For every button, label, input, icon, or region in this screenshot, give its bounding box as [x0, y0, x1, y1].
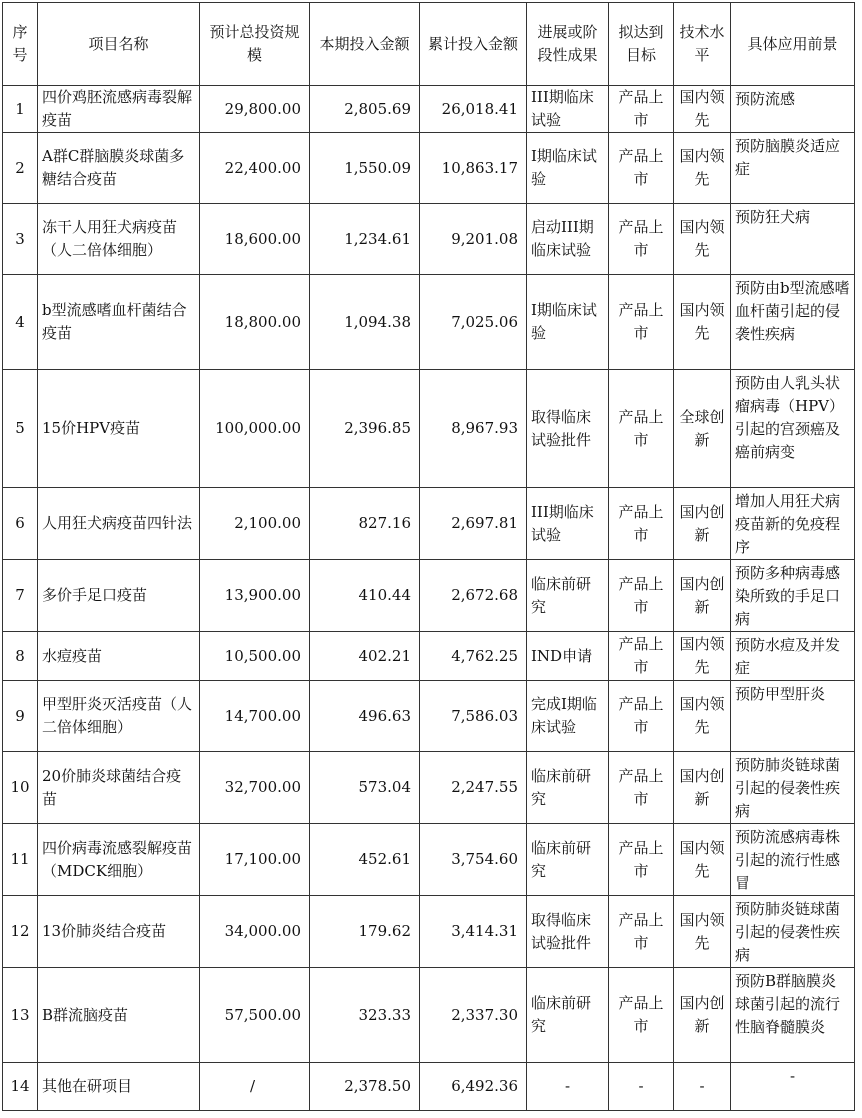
cell-cumulative: 26,018.41 — [420, 86, 527, 133]
table-row — [3, 86, 855, 133]
rd-projects-table — [2, 2, 855, 1111]
cell-target: 产品上市 — [609, 824, 674, 896]
cell-level: - — [674, 1063, 731, 1111]
cell-name: 人用狂犬病疫苗四针法 — [38, 488, 200, 560]
cell-target: 产品上市 — [609, 370, 674, 488]
cell-progress: 启动III期临床试验 — [527, 204, 609, 275]
cell-application: - — [731, 1063, 855, 1111]
cell-period: 2,396.85 — [310, 370, 420, 488]
cell-period: 2,378.50 — [310, 1063, 420, 1111]
header-cell: 技术水平 — [674, 3, 731, 86]
cell-no: 12 — [3, 896, 38, 968]
cell-name: 多价手足口疫苗 — [38, 560, 200, 632]
table-row — [3, 896, 855, 968]
cell-name: A群C群脑膜炎球菌多糖结合疫苗 — [38, 133, 200, 204]
cell-name: 冻干人用狂犬病疫苗（人二倍体细胞） — [38, 204, 200, 275]
cell-application: 预防流感 — [731, 86, 855, 133]
cell-name: 四价鸡胚流感病毒裂解疫苗 — [38, 86, 200, 133]
cell-no: 5 — [3, 370, 38, 488]
cell-no: 3 — [3, 204, 38, 275]
cell-cumulative: 3,754.60 — [420, 824, 527, 896]
cell-period: 573.04 — [310, 752, 420, 824]
cell-no: 6 — [3, 488, 38, 560]
cell-level: 国内领先 — [674, 204, 731, 275]
cell-name: 13价肺炎结合疫苗 — [38, 896, 200, 968]
cell-target: 产品上市 — [609, 681, 674, 752]
header-cell: 项目名称 — [38, 3, 200, 86]
cell-no: 2 — [3, 133, 38, 204]
cell-target: 产品上市 — [609, 968, 674, 1063]
cell-application: 预防B群脑膜炎球菌引起的流行性脑脊髓膜炎 — [731, 968, 855, 1063]
cell-target: 产品上市 — [609, 752, 674, 824]
cell-progress: IND申请 — [527, 632, 609, 681]
cell-progress: I期临床试验 — [527, 133, 609, 204]
header-cell: 序号 — [3, 3, 38, 86]
cell-total: / — [200, 1063, 310, 1111]
cell-target: 产品上市 — [609, 488, 674, 560]
cell-cumulative: 7,586.03 — [420, 681, 527, 752]
cell-progress: 取得临床试验批件 — [527, 370, 609, 488]
table-header — [3, 3, 855, 86]
cell-level: 国内领先 — [674, 681, 731, 752]
cell-target: 产品上市 — [609, 560, 674, 632]
cell-level: 国内领先 — [674, 275, 731, 370]
cell-application: 预防由人乳头状瘤病毒（HPV）引起的宫颈癌及癌前病变 — [731, 370, 855, 488]
cell-period: 452.61 — [310, 824, 420, 896]
cell-level: 国内领先 — [674, 632, 731, 681]
cell-target: - — [609, 1063, 674, 1111]
cell-name: 其他在研项目 — [38, 1063, 200, 1111]
cell-cumulative: 2,672.68 — [420, 560, 527, 632]
cell-name: 甲型肝炎灭活疫苗（人二倍体细胞） — [38, 681, 200, 752]
cell-target: 产品上市 — [609, 275, 674, 370]
cell-name: 四价病毒流感裂解疫苗（MDCK细胞） — [38, 824, 200, 896]
cell-application: 预防甲型肝炎 — [731, 681, 855, 752]
cell-application: 预防脑膜炎适应症 — [731, 133, 855, 204]
cell-progress: 临床前研究 — [527, 752, 609, 824]
cell-no: 7 — [3, 560, 38, 632]
cell-cumulative: 7,025.06 — [420, 275, 527, 370]
table-row — [3, 133, 855, 204]
cell-level: 全球创新 — [674, 370, 731, 488]
cell-total: 14,700.00 — [200, 681, 310, 752]
cell-application: 预防肺炎链球菌引起的侵袭性疾病 — [731, 896, 855, 968]
cell-application: 增加人用狂犬病疫苗新的免疫程序 — [731, 488, 855, 560]
cell-period: 323.33 — [310, 968, 420, 1063]
cell-period: 410.44 — [310, 560, 420, 632]
table-row — [3, 632, 855, 681]
cell-total: 18,800.00 — [200, 275, 310, 370]
cell-level: 国内领先 — [674, 896, 731, 968]
cell-target: 产品上市 — [609, 632, 674, 681]
cell-total: 32,700.00 — [200, 752, 310, 824]
cell-total: 22,400.00 — [200, 133, 310, 204]
table-row — [3, 204, 855, 275]
cell-period: 179.62 — [310, 896, 420, 968]
cell-application: 预防由b型流感嗜血杆菌引起的侵袭性疾病 — [731, 275, 855, 370]
cell-period: 827.16 — [310, 488, 420, 560]
cell-name: 水痘疫苗 — [38, 632, 200, 681]
table-row — [3, 968, 855, 1063]
cell-level: 国内领先 — [674, 86, 731, 133]
table-row — [3, 560, 855, 632]
cell-total: 57,500.00 — [200, 968, 310, 1063]
cell-level: 国内领先 — [674, 824, 731, 896]
cell-total: 29,800.00 — [200, 86, 310, 133]
cell-total: 13,900.00 — [200, 560, 310, 632]
table-row — [3, 752, 855, 824]
cell-period: 1,094.38 — [310, 275, 420, 370]
cell-application: 预防肺炎链球菌引起的侵袭性疾病 — [731, 752, 855, 824]
cell-level: 国内创新 — [674, 560, 731, 632]
cell-progress: III期临床试验 — [527, 86, 609, 133]
cell-progress: 临床前研究 — [527, 560, 609, 632]
table-row — [3, 275, 855, 370]
cell-progress: 临床前研究 — [527, 968, 609, 1063]
table-body — [3, 86, 855, 1111]
header-cell: 累计投入金额 — [420, 3, 527, 86]
header-cell: 预计总投资规模 — [200, 3, 310, 86]
cell-no: 10 — [3, 752, 38, 824]
cell-level: 国内领先 — [674, 133, 731, 204]
cell-application: 预防流感病毒株引起的流行性感冒 — [731, 824, 855, 896]
cell-period: 2,805.69 — [310, 86, 420, 133]
cell-name: 20价肺炎球菌结合疫苗 — [38, 752, 200, 824]
cell-total: 34,000.00 — [200, 896, 310, 968]
cell-cumulative: 6,492.36 — [420, 1063, 527, 1111]
cell-target: 产品上市 — [609, 204, 674, 275]
header-cell: 本期投入金额 — [310, 3, 420, 86]
cell-cumulative: 2,337.30 — [420, 968, 527, 1063]
cell-total: 100,000.00 — [200, 370, 310, 488]
cell-total: 18,600.00 — [200, 204, 310, 275]
cell-cumulative: 2,247.55 — [420, 752, 527, 824]
cell-cumulative: 8,967.93 — [420, 370, 527, 488]
cell-period: 1,550.09 — [310, 133, 420, 204]
cell-progress: 临床前研究 — [527, 824, 609, 896]
cell-total: 17,100.00 — [200, 824, 310, 896]
table-row — [3, 370, 855, 488]
cell-no: 1 — [3, 86, 38, 133]
cell-application: 预防狂犬病 — [731, 204, 855, 275]
cell-no: 9 — [3, 681, 38, 752]
cell-total: 10,500.00 — [200, 632, 310, 681]
cell-period: 496.63 — [310, 681, 420, 752]
cell-progress: 完成I期临床试验 — [527, 681, 609, 752]
cell-cumulative: 4,762.25 — [420, 632, 527, 681]
cell-total: 2,100.00 — [200, 488, 310, 560]
cell-progress: III期临床试验 — [527, 488, 609, 560]
cell-target: 产品上市 — [609, 896, 674, 968]
cell-cumulative: 9,201.08 — [420, 204, 527, 275]
cell-cumulative: 3,414.31 — [420, 896, 527, 968]
cell-no: 11 — [3, 824, 38, 896]
cell-target: 产品上市 — [609, 133, 674, 204]
table-row — [3, 824, 855, 896]
table-row — [3, 488, 855, 560]
cell-period: 1,234.61 — [310, 204, 420, 275]
cell-name: B群流脑疫苗 — [38, 968, 200, 1063]
cell-no: 13 — [3, 968, 38, 1063]
header-cell: 具体应用前景 — [731, 3, 855, 86]
cell-period: 402.21 — [310, 632, 420, 681]
cell-progress: I期临床试验 — [527, 275, 609, 370]
cell-level: 国内创新 — [674, 488, 731, 560]
table-row — [3, 1063, 855, 1111]
cell-no: 4 — [3, 275, 38, 370]
cell-level: 国内创新 — [674, 752, 731, 824]
cell-name: 15价HPV疫苗 — [38, 370, 200, 488]
cell-cumulative: 10,863.17 — [420, 133, 527, 204]
table-row — [3, 681, 855, 752]
cell-name: b型流感嗜血杆菌结合疫苗 — [38, 275, 200, 370]
cell-application: 预防水痘及并发症 — [731, 632, 855, 681]
cell-progress: - — [527, 1063, 609, 1111]
cell-target: 产品上市 — [609, 86, 674, 133]
cell-no: 14 — [3, 1063, 38, 1111]
header-cell: 拟达到目标 — [609, 3, 674, 86]
cell-application: 预防多种病毒感染所致的手足口病 — [731, 560, 855, 632]
cell-progress: 取得临床试验批件 — [527, 896, 609, 968]
cell-cumulative: 2,697.81 — [420, 488, 527, 560]
cell-no: 8 — [3, 632, 38, 681]
cell-level: 国内创新 — [674, 968, 731, 1063]
header-cell: 进展或阶段性成果 — [527, 3, 609, 86]
